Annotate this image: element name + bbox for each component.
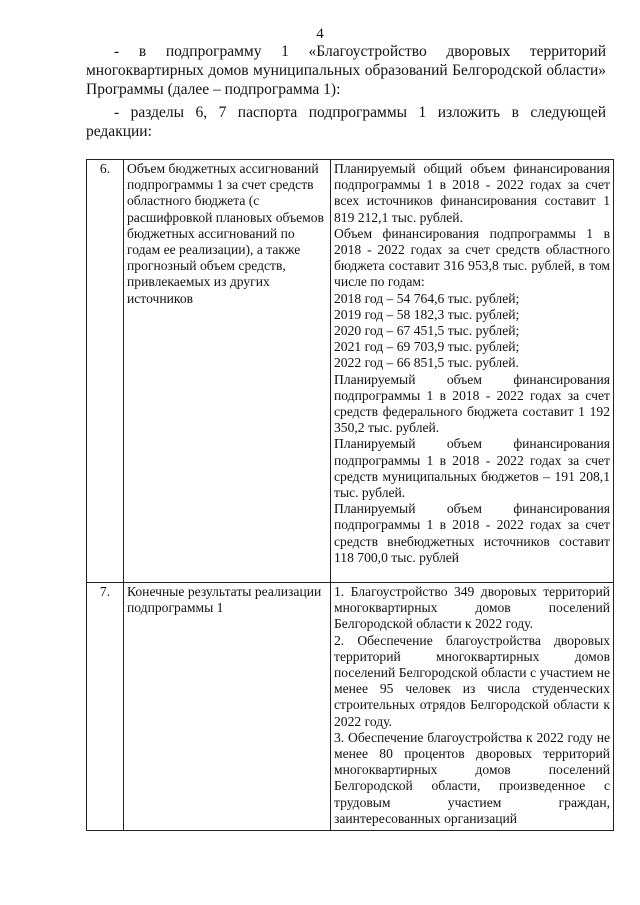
content-paragraph: 3. Обеспечение благоустройства к 2022 году не менее 80 процентов дворовых территорий многоквартирных домов поселений Белгородской области, произведенное с трудовым участием граждан, заинтересованных организаций: [334, 729, 610, 826]
content-paragraph: 2. Обеспечение благоустройства дворовых территорий многоквартирных домов поселений Белгородской области с участием не менее 95 человек из числа студенческих строительных отрядов Белгородской области к 2022 году.: [334, 632, 610, 729]
content-paragraph: Планируемый общий объем финансирования подпрограммы 1 в 2018 - 2022 годах за счет всех источников финансирования составит 1 819 212,1 тыс. рублей.: [334, 161, 610, 225]
content-year-line: 2019 год – 58 182,3 тыс. рублей;: [334, 306, 520, 322]
content-year-line: 2020 год – 67 451,5 тыс. рублей;: [334, 323, 520, 339]
intro-paragraph-2: - разделы 6, 7 паспорта подпрограммы 1 изложить в следующей редакции:: [86, 104, 606, 140]
intro-paragraph-1: - в подпрограмму 1 «Благоустройство дворовых территорий многоквартирных домов муниципальных образований Белгородской области» Программы (далее – подпрограмма 1):: [86, 43, 606, 98]
content-year-line: 2018 год – 54 764,6 тыс. рублей;: [334, 290, 520, 306]
content-paragraph: Планируемый объем финансирования подпрограммы 1 в 2018 - 2022 годах за счет средств муниципальных бюджетов – 191 208,1 тыс. рублей.: [334, 436, 610, 501]
content-year-line: 2021 год – 69 703,9 тыс. рублей;: [334, 339, 520, 355]
content-paragraph: Объем финансирования подпрограммы 1 в 2018 - 2022 годах за счет средств областного бюджета составит 316 953,8 тыс. рублей, в том числе по годам:: [334, 225, 610, 290]
row-label: Объем бюджетных ассигнований подпрограммы 1 за счет средств областного бюджета (с расшифровкой плановых объемов бюджетных ассигнований по годам ее реализации), а также прогнозный объем средств, привлекаемых из других источников: [124, 160, 331, 583]
row-number: 6.: [87, 160, 124, 583]
content-year-line: 2022 год – 66 851,5 тыс. рублей.: [334, 355, 519, 371]
content-paragraph: Планируемый объем финансирования подпрограммы 1 в 2018 - 2022 годах за счет средств федерального бюджета составит 1 192 350,2 тыс. рублей.: [334, 371, 610, 436]
content-paragraph: 1. Благоустройство 349 дворовых территорий многоквартирных домов поселений Белгородской области к 2022 году.: [334, 584, 610, 632]
content-paragraph: Планируемый объем финансирования подпрограммы 1 в 2018 - 2022 годах за счет средств внебюджетных источников составит 118 700,0 тыс. рублей: [334, 501, 610, 565]
row-content: [331, 583, 614, 831]
page-number: 4: [316, 26, 324, 42]
row-number: 7.: [87, 583, 124, 831]
row-content: [331, 160, 614, 583]
table-row: [87, 160, 614, 583]
row-label: Конечные результаты реализации подпрограммы 1: [124, 583, 331, 831]
table-row: [87, 583, 614, 831]
passport-table: [86, 159, 614, 831]
